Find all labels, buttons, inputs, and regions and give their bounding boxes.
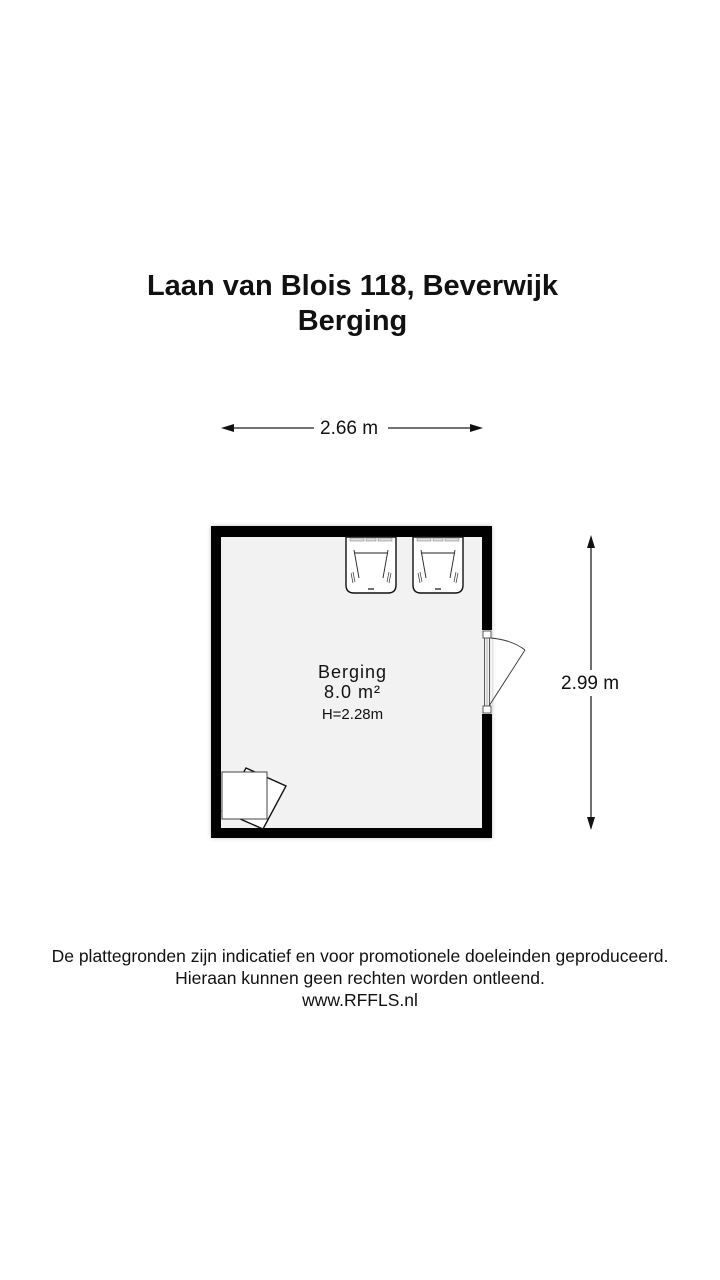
arrow-left-icon xyxy=(221,424,234,432)
height-dimension-label: 2.99 m xyxy=(557,673,623,695)
width-dimension-label: 2.66 m xyxy=(316,418,382,440)
dryer-icon xyxy=(413,537,463,593)
arrow-down-icon xyxy=(587,817,595,830)
room-ceiling-height: H=2.28m xyxy=(321,706,384,723)
website-link[interactable]: www.RFFLS.nl xyxy=(302,990,418,1010)
washing-machine-icon xyxy=(346,537,396,593)
disclaimer-text: De plattegronden zijn indicatief en voor promotionele doeleinden geproduceerd. xyxy=(51,946,669,966)
room-name: Berging xyxy=(317,662,388,682)
arrow-right-icon xyxy=(470,424,483,432)
disclaimer-text-2: Hieraan kunnen geen rechten worden ontleend. xyxy=(175,968,545,988)
address-title: Laan van Blois 118, Beverwijk xyxy=(146,270,559,302)
room-area: 8.0 m² xyxy=(323,682,381,702)
door xyxy=(482,630,525,714)
arrow-up-icon xyxy=(587,535,595,548)
floor-title: Berging xyxy=(297,305,408,337)
